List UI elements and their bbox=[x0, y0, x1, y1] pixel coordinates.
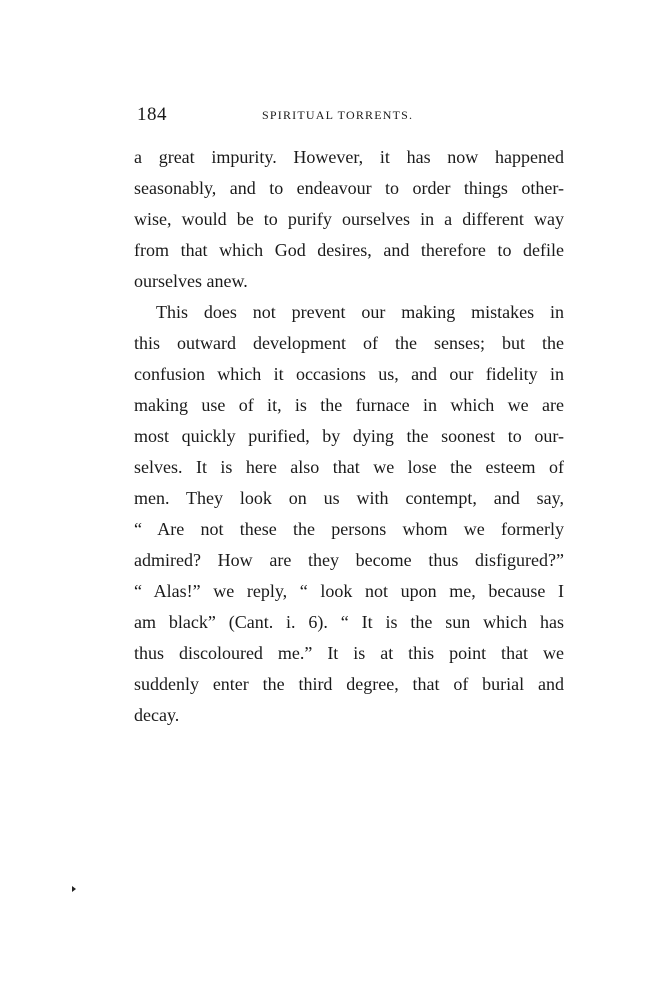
text-line: This does not prevent our making mistakes in bbox=[156, 302, 564, 322]
text-line: am black” (Cant. i. 6). “ It is the sun which has bbox=[134, 612, 564, 632]
text-line: wise, would be to purify ourselves in a different way bbox=[134, 209, 564, 229]
text-line: decay. bbox=[134, 705, 180, 725]
text-line: ourselves anew. bbox=[134, 271, 248, 291]
text-line: confusion which it occasions us, and our fidelity in bbox=[134, 364, 564, 384]
scan-speck bbox=[72, 886, 76, 892]
text-line: a great impurity. However, it has now happened bbox=[134, 147, 564, 167]
body-text bbox=[134, 142, 564, 731]
text-line: making use of it, is the furnace in which we are bbox=[134, 395, 564, 415]
text-line: suddenly enter the third degree, that of burial and bbox=[134, 674, 564, 694]
text-line: thus discoloured me.” It is at this point that we bbox=[134, 643, 564, 663]
text-line: “ Alas!” we reply, “ look not upon me, because I bbox=[134, 581, 564, 601]
text-line: this outward development of the senses; but the bbox=[134, 333, 564, 353]
text-line: from that which God desires, and therefore to defile bbox=[134, 240, 564, 260]
text-line: admired? How are they become thus disfigured?” bbox=[134, 550, 564, 570]
page-header bbox=[134, 104, 564, 126]
text-line: most quickly purified, by dying the soonest to our- bbox=[134, 426, 564, 446]
text-line: men. They look on us with contempt, and say, bbox=[134, 488, 564, 508]
text-line: selves. It is here also that we lose the esteem of bbox=[134, 457, 564, 477]
running-title: SPIRITUAL TORRENTS. bbox=[262, 108, 414, 122]
paragraph-2 bbox=[134, 297, 564, 731]
paragraph-1 bbox=[134, 142, 564, 297]
page-number: 184 bbox=[137, 104, 167, 125]
text-line: “ Are not these the persons whom we formerly bbox=[134, 519, 564, 539]
text-line: seasonably, and to endeavour to order things other- bbox=[134, 178, 564, 198]
